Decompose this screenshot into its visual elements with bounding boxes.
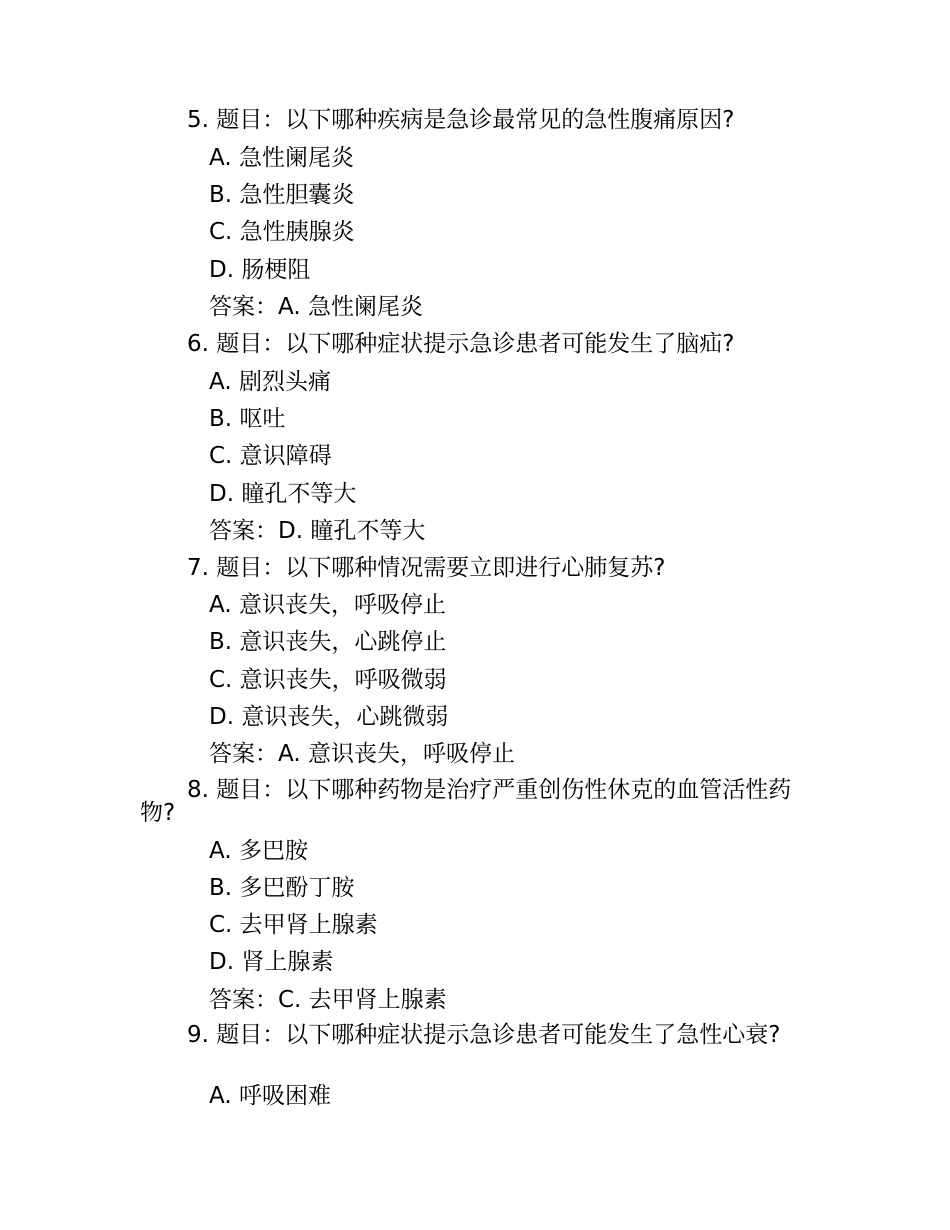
question-8-option-c: C. 去甲肾上腺素 [209,912,378,938]
question-9-title: 9. 题目：以下哪种症状提示急诊患者可能发生了急性心衰? [187,1022,781,1048]
question-8-option-a: A. 多巴胺 [209,838,308,864]
question-6-option-d: D. 瞳孔不等大 [209,481,357,507]
question-7-option-a: A. 意识丧失，呼吸停止 [209,592,446,618]
question-6-option-c: C. 意识障碍 [209,443,332,469]
question-7-option-d: D. 意识丧失，心跳微弱 [209,704,449,730]
question-9-option-a: A. 呼吸困难 [209,1083,331,1109]
question-7-title: 7. 题目：以下哪种情况需要立即进行心肺复苏? [187,555,666,581]
question-5-title: 5. 题目：以下哪种疾病是急诊最常见的急性腹痛原因? [187,107,735,133]
question-5-option-d: D. 肠梗阻 [209,257,311,283]
question-5-option-c: C. 急性胰腺炎 [209,219,355,245]
question-5-answer: 答案：A. 急性阑尾炎 [209,294,423,320]
question-6-answer: 答案：D. 瞳孔不等大 [209,518,426,544]
question-7-option-c: C. 意识丧失，呼吸微弱 [209,667,447,693]
question-8-option-b: B. 多巴酚丁胺 [209,875,355,901]
question-7-option-b: B. 意识丧失，心跳停止 [209,629,447,655]
question-8-answer: 答案：C. 去甲肾上腺素 [209,987,447,1013]
question-8-option-d: D. 肾上腺素 [209,949,334,975]
question-6-option-b: B. 呕吐 [209,406,286,432]
question-6-option-a: A. 剧烈头痛 [209,369,331,395]
question-8-title: 8. 题目：以下哪种药物是治疗严重创伤性休克的血管活性药物? [140,777,792,826]
question-6-title: 6. 题目：以下哪种症状提示急诊患者可能发生了脑疝? [187,331,735,357]
question-5-option-b: B. 急性胆囊炎 [209,182,355,208]
question-7-answer: 答案：A. 意识丧失，呼吸停止 [209,741,515,767]
question-5-option-a: A. 急性阑尾炎 [209,145,354,171]
